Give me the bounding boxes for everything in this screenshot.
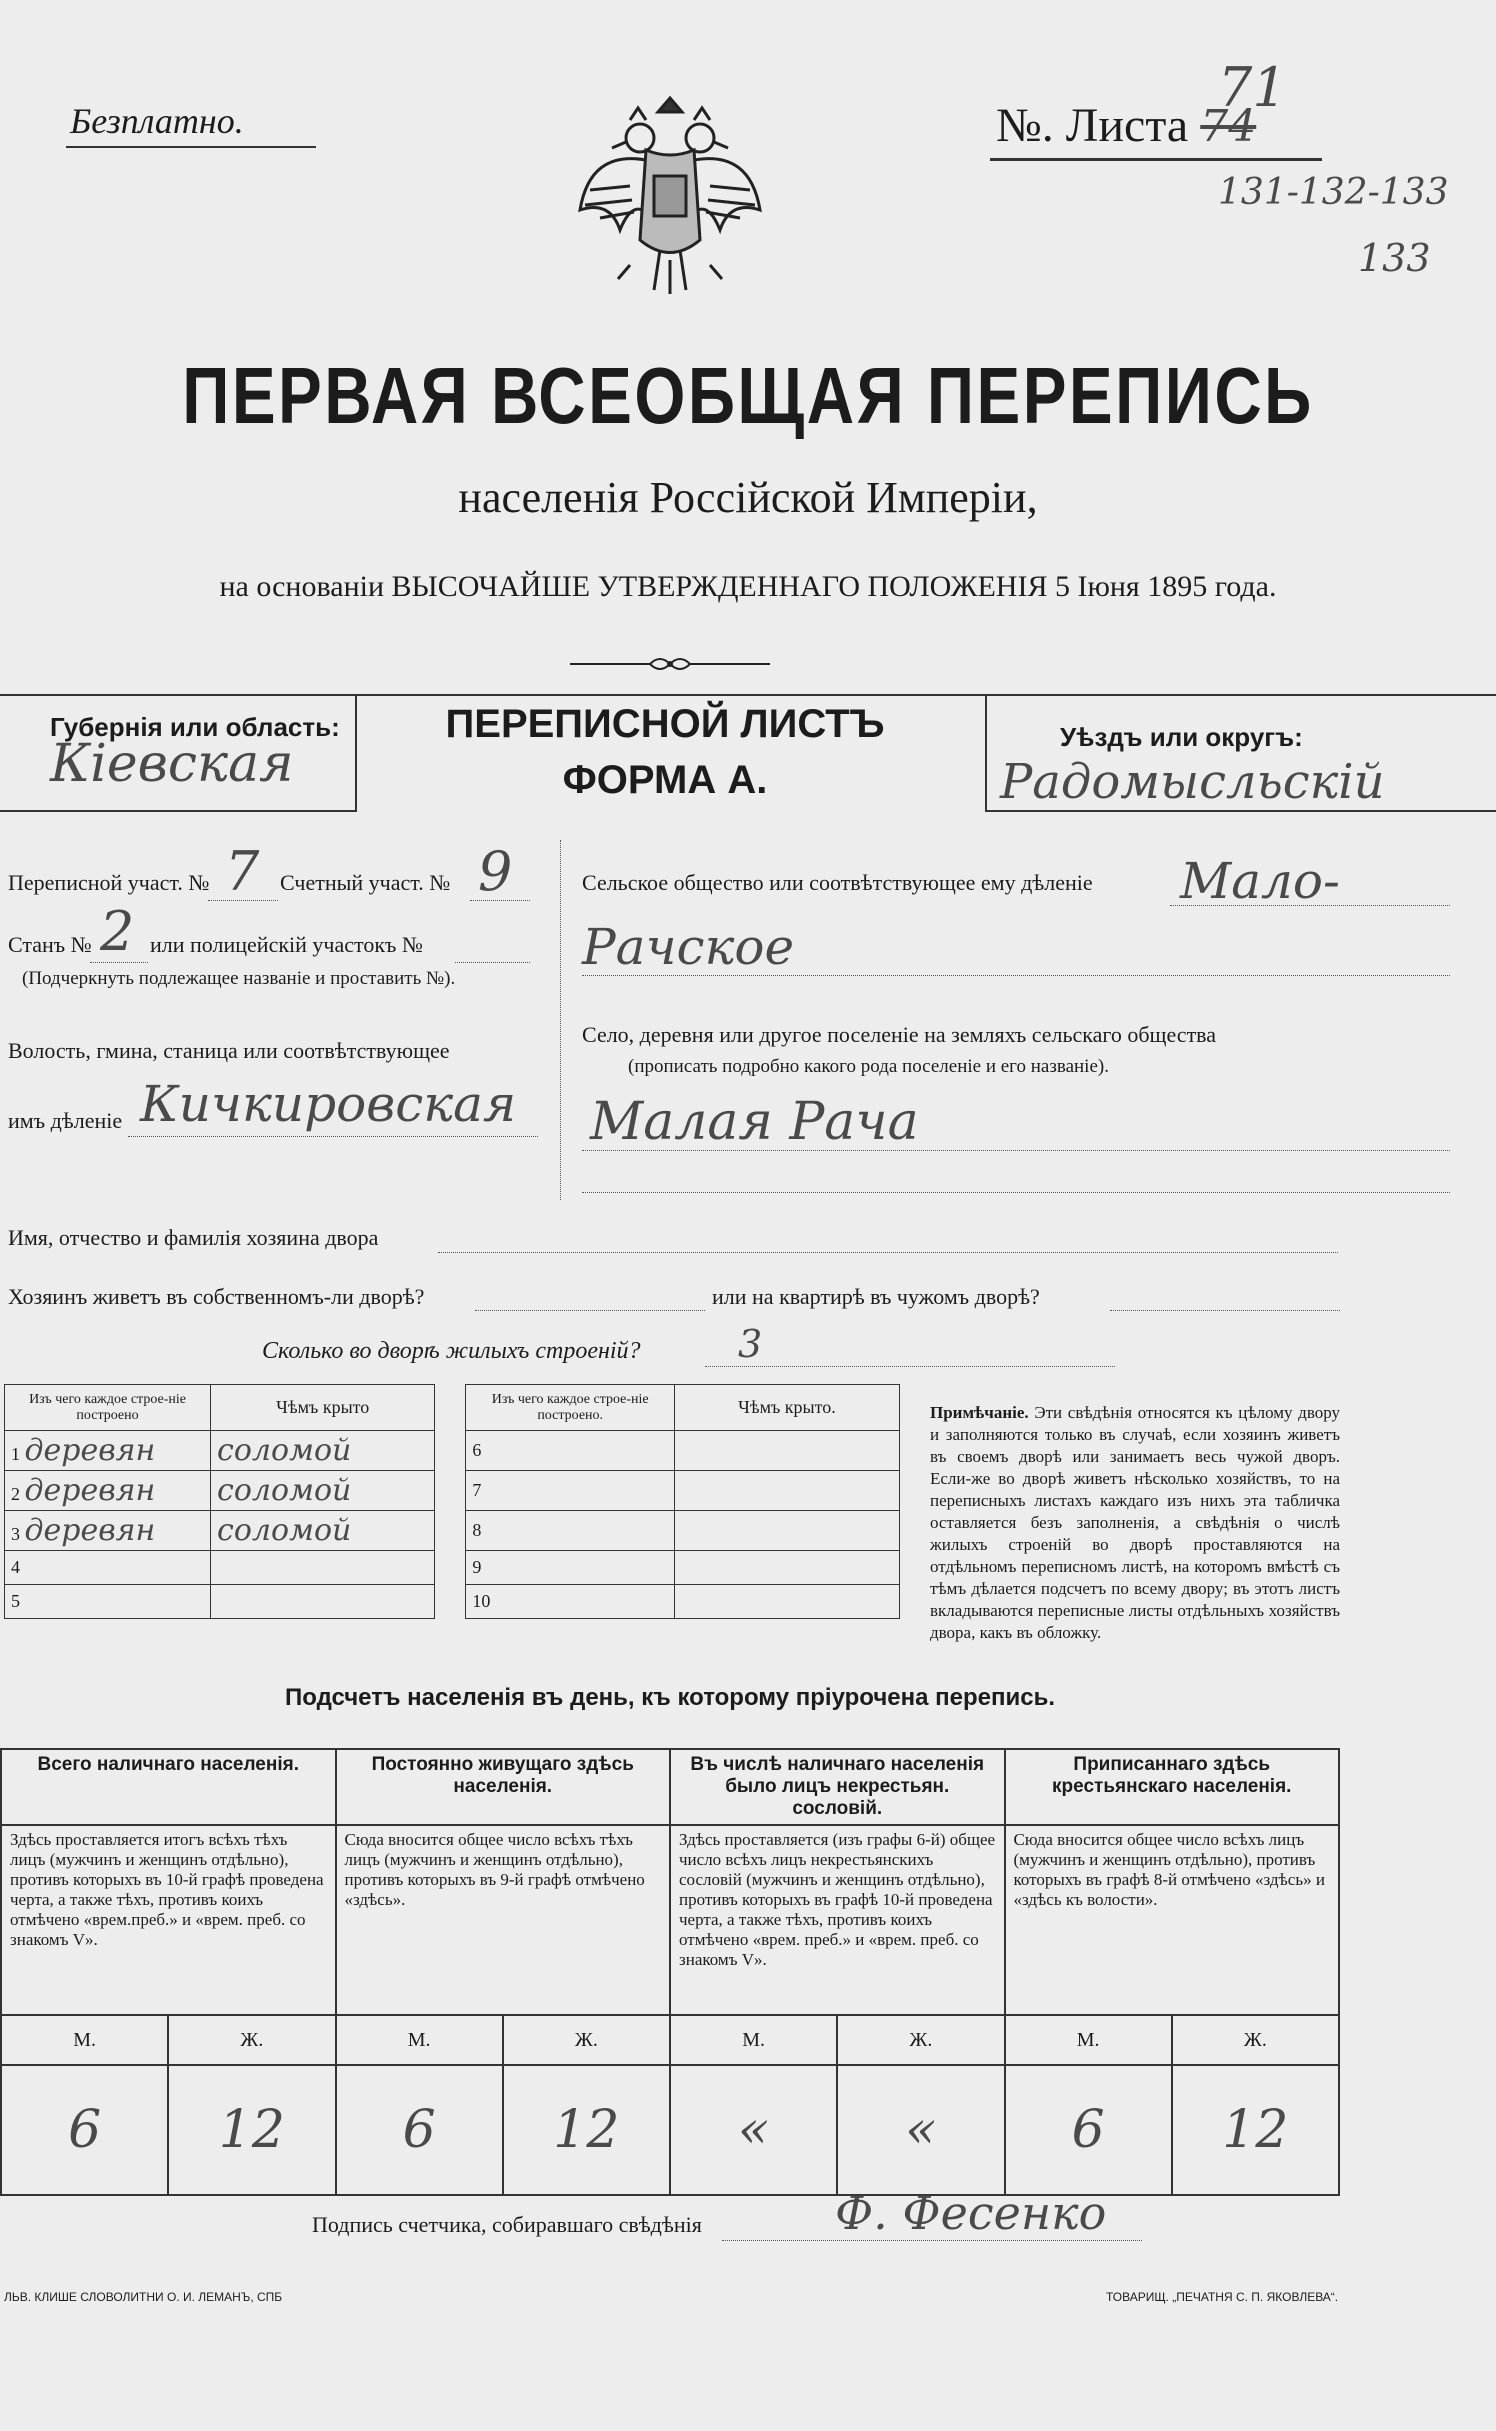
free-underline xyxy=(66,146,316,148)
population-table xyxy=(0,1748,1340,2196)
sheet-label: №. Листа xyxy=(996,99,1189,152)
table-row: 5 10 xyxy=(5,1585,900,1619)
female-label: Ж. xyxy=(1172,2015,1339,2065)
form-band-bottom-right xyxy=(985,810,1496,812)
volost-value: Кичкировская xyxy=(140,1075,517,1133)
rent-label: или на квартирѣ въ чужомъ дворѣ? xyxy=(712,1284,1040,1309)
double-headed-eagle-emblem xyxy=(570,90,770,310)
buildings-note xyxy=(930,1402,1340,1644)
group-desc-total: Здѣсь проставляется итогъ всѣхъ тѣхъ лицъ (мужчинъ и женщинъ отдѣльно), противъ которыхъ въ 10-й графѣ проведена черта, а также тѣхъ, противъ коихъ отмѣчено «врем.преб.» и «врем. преб. со знакомъ V». xyxy=(1,1825,336,2015)
own-yard-line xyxy=(475,1310,705,1311)
total-male-value: 6 xyxy=(1,2065,168,2195)
col-material: Изъ чего каждое строе-ніе построено xyxy=(5,1385,211,1431)
row-number-2: 7 xyxy=(466,1471,675,1511)
group-desc-registered: Сюда вносится общее число всѣхъ лицъ (мужчинъ и женщинъ отдѣльно), противъ которыхъ въ графѣ 8-й отмѣчено «здѣсь» и «здѣсь къ волости». xyxy=(1005,1825,1340,2015)
census-section-line xyxy=(208,900,278,901)
village-note: (прописать подробно какого рода поселеніе и его названіе). xyxy=(628,1056,1109,1077)
volost-label-2: имъ дѣленіе xyxy=(8,1108,123,1133)
society-value-2: Рачское xyxy=(582,918,795,976)
count-section-value: 9 xyxy=(478,840,513,903)
society-value-1: Мало- xyxy=(1180,852,1340,910)
province-label: Губернія или область: xyxy=(50,712,340,742)
form-band-divider-right xyxy=(985,694,987,812)
buildings-value: 3 xyxy=(738,1322,763,1366)
row-number-2: 9 xyxy=(466,1551,675,1585)
col-material-2: Изъ чего каждое строе-ніе построено. xyxy=(466,1385,675,1431)
printer-left: ЛЬВ. КЛИШЕ СЛОВОЛИТНИ О. И. ЛЕМАНЪ, СПБ xyxy=(4,2290,283,2304)
material-cell: деревян xyxy=(24,1513,156,1548)
village-line-2 xyxy=(582,1192,1450,1193)
note-text: Эти свѣдѣнія относятся къ цѣлому двору и заполняются только въ случаѣ, если хозяинъ живетъ въ своемъ дворѣ или занимаетъ весь чужой дворъ. Если-же во дворѣ живетъ нѣсколько хозяйствъ, то на переписныхъ листахъ каждаго изъ нихъ эта табличка оставляется безъ заполненія, а свѣдѣнія о числѣ жилыхъ строеній во дворѣ проставляются на отдѣльномъ переписномъ листѣ, на которомъ вмѣстѣ съ тѣмъ дѣлается подсчетъ по всему двору; въ этотъ листъ вкладываются переписные листы отдѣльныхъ хозяйствъ двора, какъ въ обложку. xyxy=(930,1403,1341,1642)
roof-cell: соломой xyxy=(211,1431,435,1471)
count-section-label: Счетный участ. № xyxy=(280,870,451,895)
district-label: Уѣздъ или округъ: xyxy=(1060,722,1303,752)
society-line-1 xyxy=(1170,905,1450,906)
sheet-number-handwritten: 71 xyxy=(1218,56,1287,119)
row-number-2: 10 xyxy=(466,1585,675,1619)
fields-divider xyxy=(560,840,561,1200)
volost-label-1: Волость, гмина, станица или соотвѣтствующее xyxy=(8,1038,450,1063)
group-title-total: Всего наличнаго населенія. xyxy=(1,1749,336,1825)
group-desc-permanent: Сюда вносится общее число всѣхъ тѣхъ лицъ (мужчинъ и женщинъ отдѣльно), противъ которыхъ въ 9-й графѣ отмѣчено «здѣсь». xyxy=(336,1825,671,2015)
material-cell: деревян xyxy=(24,1473,156,1508)
village-value: Малая Рача xyxy=(590,1092,919,1152)
permanent-male-value: 6 xyxy=(336,2065,503,2195)
signature-line xyxy=(722,2240,1142,2241)
sheet-numbers-extra: 131-132-133 xyxy=(1218,172,1449,213)
table-row: 4 9 xyxy=(5,1551,900,1585)
census-section-label: Переписной участ. № xyxy=(8,870,210,895)
form-subtitle: ФОРМА А. xyxy=(562,758,768,802)
census-section-value: 7 xyxy=(225,840,260,903)
male-label: М. xyxy=(336,2015,503,2065)
sheet-number-side: 133 xyxy=(1358,236,1431,280)
main-title: ПЕРВАЯ ВСЕОБЩАЯ ПЕРЕПИСЬ xyxy=(182,351,1314,440)
roof-cell: соломой xyxy=(211,1471,435,1511)
count-section-line xyxy=(470,900,530,901)
stan-note: (Подчеркнуть подлежащее названіе и проставить №). xyxy=(22,968,456,989)
registered-female-value: 12 xyxy=(1172,2065,1339,2195)
owner-name-line xyxy=(438,1252,1338,1253)
ornament-divider xyxy=(570,652,770,676)
group-desc-non-peasant: Здѣсь проставляется (изъ графы 6-й) общее число всѣхъ лицъ некрестьянскихъ сословій (мужчинъ и женщинъ отдѣльно), противъ которыхъ въ графѣ 10-й проведена черта, а также тѣхъ, противъ коихъ отмѣчено «врем. преб.» и «врем. преб. со знакомъ V». xyxy=(670,1825,1005,2015)
volost-line xyxy=(128,1136,538,1137)
non-peasant-male-value: « xyxy=(670,2065,837,2195)
buildings-line xyxy=(705,1366,1115,1367)
subtitle-decree: на основаніи ВЫСОЧАЙШЕ УТВЕРЖДЕННАГО ПОЛОЖЕНІЯ 5 Іюня 1895 года. xyxy=(219,570,1277,603)
col-roof: Чѣмъ крыто xyxy=(211,1385,435,1431)
buildings-table xyxy=(4,1384,900,1619)
table-row: 3 деревян соломой 8 xyxy=(5,1511,900,1551)
permanent-female-value: 12 xyxy=(503,2065,670,2195)
row-number-2: 8 xyxy=(466,1511,675,1551)
male-label: М. xyxy=(1,2015,168,2065)
male-label: М. xyxy=(670,2015,837,2065)
sheet-number-underline xyxy=(990,158,1322,161)
free-label: Безплатно. xyxy=(70,101,244,141)
police-label: или полицейскій участокъ № xyxy=(150,932,423,957)
female-label: Ж. xyxy=(837,2015,1004,2065)
population-heading: Подсчетъ населенія въ день, къ которому пріурочена перепись. xyxy=(285,1684,1055,1711)
signature-value: Ф. Фесенко xyxy=(835,2186,1107,2240)
owner-name-label: Имя, отчество и фамилія хозяина двора xyxy=(8,1225,379,1250)
subtitle-empire: населенія Россійской Имперіи, xyxy=(458,473,1038,522)
total-female-value: 12 xyxy=(168,2065,335,2195)
form-title: ПЕРЕПИСНОЙ ЛИСТЪ xyxy=(445,702,885,746)
stan-value: 2 xyxy=(100,900,135,963)
province-value: Кіевская xyxy=(50,734,294,794)
male-label: М. xyxy=(1005,2015,1172,2065)
village-label: Село, деревня или другое поселеніе на земляхъ сельскаго общества xyxy=(582,1022,1217,1047)
buildings-label: Сколько во дворѣ жилыхъ строеній? xyxy=(262,1338,641,1364)
stan-line xyxy=(90,962,148,963)
group-title-registered: Приписаннаго здѣсь крестьянскаго населенія. xyxy=(1005,1749,1340,1825)
group-title-non-peasant: Въ числѣ наличнаго населенія было лицъ некрестьян. сословій. xyxy=(670,1749,1005,1825)
female-label: Ж. xyxy=(503,2015,670,2065)
printer-right: ТОВАРИЩ. „ПЕЧАТНЯ С. П. ЯКОВЛЕВА“. xyxy=(1106,2290,1339,2304)
group-title-permanent: Постоянно живущаго здѣсь населенія. xyxy=(336,1749,671,1825)
table-row: 2 деревян соломой 7 xyxy=(5,1471,900,1511)
roof-cell: соломой xyxy=(211,1511,435,1551)
col-roof-2: Чѣмъ крыто. xyxy=(674,1385,899,1431)
district-value: Радомысльскій xyxy=(1000,754,1385,810)
police-line xyxy=(455,962,530,963)
sheet-number-struck: 74 xyxy=(1200,101,1257,152)
rent-line xyxy=(1110,1310,1340,1311)
signature-label: Подпись счетчика, собиравшаго свѣдѣнія xyxy=(312,2212,702,2237)
society-label: Сельское общество или соотвѣтствующее ему дѣленіе xyxy=(582,870,1093,895)
row-number-2: 6 xyxy=(466,1431,675,1471)
female-label: Ж. xyxy=(168,2015,335,2065)
society-line-2 xyxy=(582,975,1450,976)
registered-male-value: 6 xyxy=(1005,2065,1172,2195)
form-band-bottom-left xyxy=(0,810,355,812)
table-row: 1 деревян соломой 6 xyxy=(5,1431,900,1471)
form-band-top xyxy=(0,694,1496,696)
note-heading: Примѣчаніе. xyxy=(930,1403,1029,1422)
village-line-1 xyxy=(582,1150,1450,1151)
material-cell: деревян xyxy=(24,1433,156,1468)
non-peasant-female-value: « xyxy=(837,2065,1004,2195)
own-yard-label: Хозяинъ живетъ въ собственномъ-ли дворѣ? xyxy=(8,1284,425,1309)
stan-label: Станъ № xyxy=(8,932,92,957)
